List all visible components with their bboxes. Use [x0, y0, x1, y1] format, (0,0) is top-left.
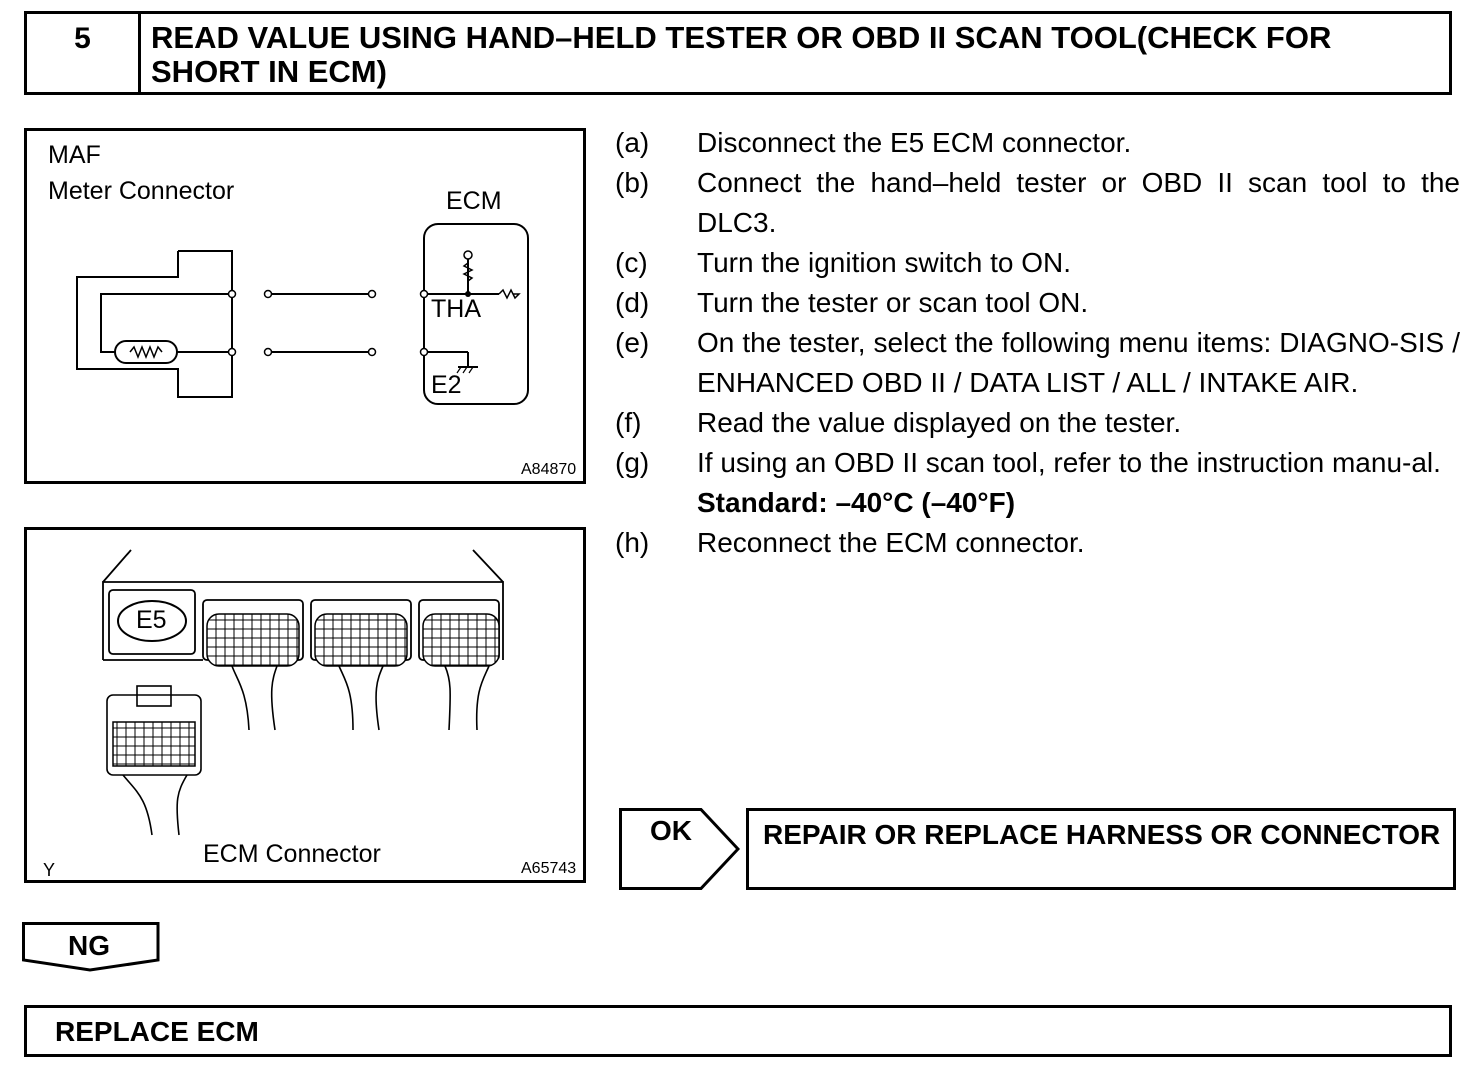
step-d: (d) Turn the tester or scan tool ON.	[615, 287, 1089, 318]
ok-action-box	[746, 808, 1456, 890]
tha-label: THA	[431, 295, 481, 323]
standard-value: Standard: –40°C (–40°F)	[697, 487, 1016, 518]
figure-code: A84870	[521, 461, 577, 478]
figure-code: A65743	[521, 860, 577, 877]
wiring-diagram	[24, 128, 586, 484]
step-f: (f) Read the value displayed on the tester.	[615, 407, 1182, 438]
ng-action-text: REPLACE ECM	[55, 1016, 259, 1047]
ecm-connector-drawing	[27, 530, 583, 880]
meter-connector-label: Meter Connector	[48, 177, 235, 205]
ok-label: OK	[650, 815, 692, 846]
ecm-connector-caption: ECM Connector	[203, 840, 381, 868]
e5-label: E5	[136, 606, 167, 634]
maf-label: MAF	[48, 141, 101, 169]
procedure-steps	[615, 123, 1460, 563]
step-h: (h) Reconnect the ECM connector.	[615, 527, 1085, 558]
step-a: (a) Disconnect the E5 ECM connector.	[615, 127, 1132, 158]
ng-label: NG	[68, 930, 110, 961]
step-header	[24, 11, 1452, 95]
step-c: (c) Turn the ignition switch to ON.	[615, 247, 1072, 278]
step-g: (g) If using an OBD II scan tool, refer to the instruction manu-al.	[615, 447, 1441, 478]
ecm-connector-illustration	[24, 527, 586, 883]
ng-action-box	[24, 1005, 1452, 1057]
ecm-label: ECM	[446, 187, 502, 215]
step-number: 5	[27, 14, 141, 92]
step-title: READ VALUE USING HAND–HELD TESTER OR OBD II SCAN TOOL(CHECK FOR SHORT IN ECM)	[151, 20, 1332, 89]
thermistor-symbol	[115, 341, 177, 363]
ok-action-text: REPAIR OR REPLACE HARNESS OR CONNECTOR	[763, 819, 1441, 850]
corner-mark: Y	[43, 860, 56, 880]
wiring-schematic	[27, 131, 583, 481]
e2-label: E2	[431, 371, 462, 399]
step-e: (e) On the tester, select the following menu items: DIAGNO-SIS / ENHANCED OBD II / DATA LIST / ALL / INTAKE AIR.	[615, 327, 1460, 398]
step-b: (b) Connect the hand–held tester or OBD II scan tool to the DLC3.	[615, 167, 1460, 238]
